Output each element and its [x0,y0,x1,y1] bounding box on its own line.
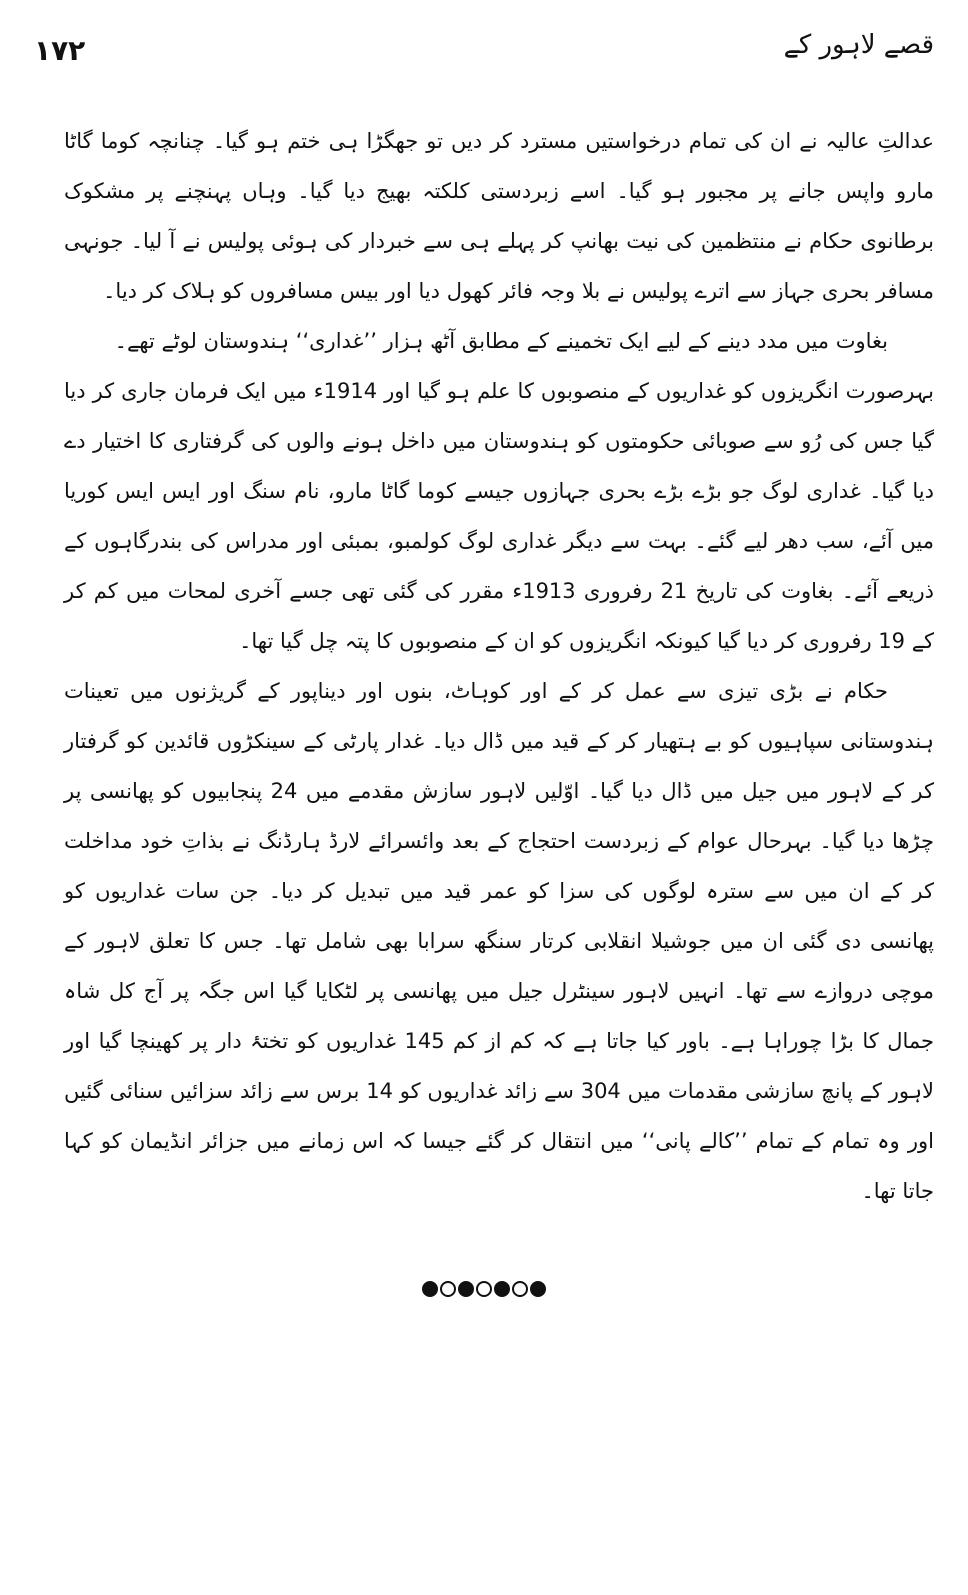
ornament-ring-icon [476,1281,492,1297]
ornament-dot-icon [422,1281,438,1297]
running-title: قصے لاہور کے [783,30,934,60]
page-number: ۱۷۲ [34,34,86,67]
paragraph-1: عدالتِ عالیہ نے ان کی تمام درخواستیں مسترد کر دیں تو جھگڑا ہی ختم ہو گیا۔ چنانچہ کوما گاٹا مارو واپس جانے پر مجبور ہو گیا۔ اسے زبردستی کلکتہ بھیج دیا گیا۔ وہاں پہنچنے پر مشکوک برطانوی حکام نے منتظمین کی نیت بھانپ کر پہلے ہی سے خبردار کی ہوئی پولیس نے آ لیا۔ جونہی مسافر بحری جہاز سے اترے پولیس نے بلا وجہ فائر کھول دیا اور بیس مسافروں کو ہلاک کر دیا۔ [64,129,934,303]
ornament-dot-icon [458,1281,474,1297]
paragraph-3: بہرصورت انگریزوں کو غداریوں کے منصوبوں کا علم ہو گیا اور 1914ء میں ایک فرمان جاری کر دیا گیا جس کی رُو سے صوبائی حکومتوں کو ہندوستان میں داخل ہونے والوں کی گرفتاری کا اختیار دے دیا گیا۔ غداری لوگ جو بڑے بڑے بحری جہازوں جیسے کوما گاٹا مارو، نام سنگ اور ایس ایس کوریا میں آئے، سب دھر لیے گئے۔ بہت سے دیگر غداری لوگ کولمبو، بمبئی اور مدراس کی بندرگاہوں کے ذریعے آئے۔ بغاوت کی تاریخ 21 رفروری 1913ء مقرر کی گئی تھی جسے آخری لمحات میں کم کر کے 19 رفروری کر دیا گیا کیونکہ انگریزوں کو ان کے منصوبوں کا پتہ چل گیا تھا۔ [64,379,934,653]
section-end-ornament [0,1278,968,1302]
ornament-ring-icon [512,1281,528,1297]
ornament-dot-icon [530,1281,546,1297]
ornament-ring-icon [440,1281,456,1297]
body-text [64,116,934,1216]
paragraph-2: بغاوت میں مدد دینے کے لیے ایک تخمینے کے مطابق آٹھ ہزار ’’غداری‘‘ ہندوستان لوٹے تھے۔ [114,329,888,353]
page-header [34,28,934,76]
ornament-dot-icon [494,1281,510,1297]
paragraph-4: حکام نے بڑی تیزی سے عمل کر کے اور کوہاٹ، بنوں اور دیناپور کے گریژنوں میں تعینات ہندوستانی سپاہیوں کو بے ہتھیار کر کے قید میں ڈال دیا۔ غدار پارٹی کے سینکڑوں قائدین کو گرفتار کر کے لاہور میں جیل میں ڈال دیا گیا۔ اوّلیں لاہور سازش مقدمے میں 24 پنجابیوں کو پھانسی پر چڑھا دیا گیا۔ بہرحال عوام کے زبردست احتجاج کے بعد وائسرائے لارڈ ہارڈنگ نے بذاتِ خود مداخلت کر کے ان میں سے سترہ لوگوں کی سزا کو عمر قید میں تبدیل کر دیا۔ جن سات غداریوں کو پھانسی دی گئی ان میں جوشیلا انقلابی کرتار سنگھ سرابا بھی شامل تھا۔ جس کا تعلق لاہور کے موچی دروازے سے تھا۔ انہیں لاہور سینٹرل جیل میں پھانسی پر لٹکایا گیا اس جگہ پر آج کل شاہ جمال کا بڑا چوراہا ہے۔ باور کیا جاتا ہے کہ کم از کم 145 غداریوں کو تختۂ دار پر کھینچا گیا اور لاہور کے پانچ سازشی مقدمات میں 304 سے زائد غداریوں کو 14 برس سے زائد سزائیں سنائی گئیں اور وہ تمام کے تمام ’’کالے پانی‘‘ میں انتقال کر گئے جیسا کہ اس زمانے میں جزائر انڈیمان کو کہا جاتا تھا۔ [64,679,935,1203]
